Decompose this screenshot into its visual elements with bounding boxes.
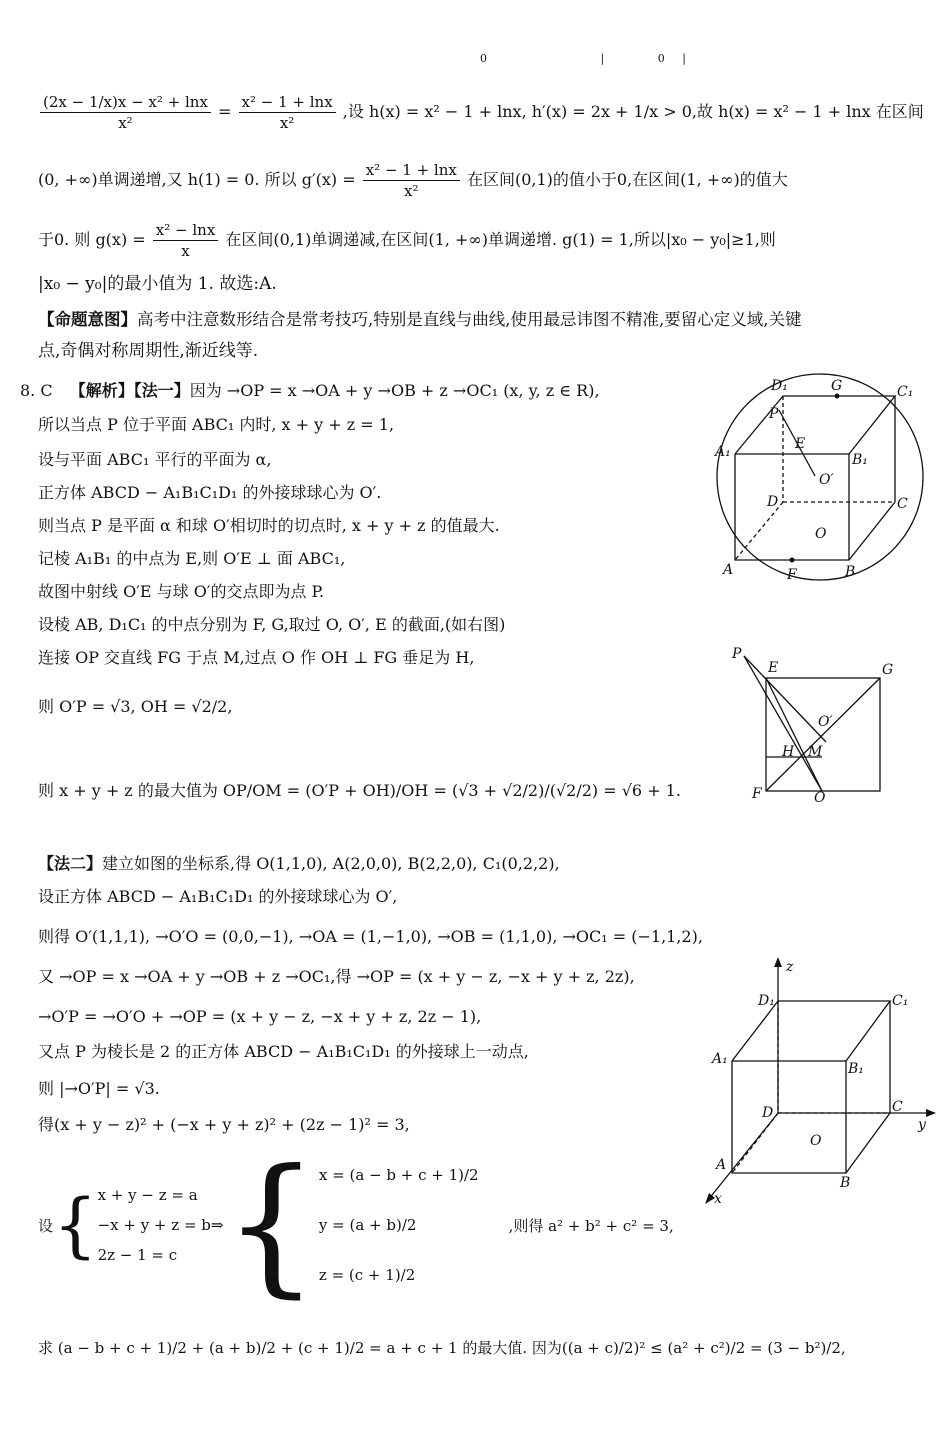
implies-symbol: ⇒: [210, 1216, 224, 1234]
label: A: [716, 1157, 727, 1173]
text-run: (0, +∞)单调递增,又 h(1) = 0. 所以 g′(x) =: [38, 170, 356, 189]
text-line-7: [20, 380, 600, 402]
fraction-denominator: x²: [279, 114, 295, 132]
fraction-denominator: x²: [404, 182, 419, 200]
equation: 2z − 1 = c: [97, 1246, 178, 1264]
text-run: 设: [38, 1216, 54, 1235]
text-line-9: 设与平面 ABC₁ 平行的平面为 α,: [38, 450, 272, 469]
text-line-18: [38, 853, 560, 875]
text-line-8: 所以当点 P 位于平面 ABC₁ 内时, x + y + z = 1,: [38, 415, 395, 434]
text-line-1: [38, 92, 924, 133]
label: B₁: [852, 452, 868, 468]
header-mark: 0: [657, 52, 665, 65]
cube-front-face: [735, 454, 849, 560]
text-line-24: 则 |→O′P| = √3.: [38, 1079, 160, 1098]
label: A: [723, 562, 734, 578]
label: D: [762, 1105, 774, 1121]
label: E: [795, 436, 806, 452]
label: F: [787, 567, 797, 583]
text-line-13: 故图中射线 O′E 与球 O′的交点即为点 P.: [38, 582, 325, 601]
label: C₁: [892, 993, 909, 1009]
fraction-numerator: x² − 1 + lnx: [239, 92, 336, 113]
cube-edge: [849, 502, 895, 560]
text-run: 因为 →OP = x →OA + y →OB + z →OC₁ (x, y, z ∈ R),: [189, 381, 600, 400]
text-run: ,设 h(x) = x² − 1 + lnx, h′(x) = 2x + 1/x > 0,故 h(x) = x² − 1 + lnx 在区间: [342, 102, 924, 121]
text-line-19: 设正方体 ABCD − A₁B₁C₁D₁ 的外接球球心为 O′,: [38, 887, 398, 906]
label: O: [814, 790, 826, 806]
text-run: 于0. 则 g(x) =: [38, 230, 146, 249]
line-f-g: [766, 678, 880, 791]
label: G: [831, 378, 843, 394]
line-p-o: [744, 656, 822, 791]
left-brace: {: [223, 1138, 319, 1312]
y-arrow-icon: [926, 1109, 936, 1117]
equation: z = (c + 1)/2: [318, 1266, 416, 1284]
header-mark: |: [682, 52, 686, 65]
text-line-21: 又 →OP = x →OA + y →OB + z →OC₁,得 →OP = (x + y − z, −x + y + z, 2z),: [38, 967, 635, 986]
fraction: [153, 220, 219, 261]
label: y: [918, 1117, 926, 1133]
section-tag: 【法二】: [38, 854, 103, 873]
section-tag: 【解析】【法一】: [69, 381, 190, 400]
label: P: [769, 406, 779, 422]
label: O′: [819, 472, 834, 488]
text-line-5: [38, 309, 801, 331]
text-line-3: [38, 220, 776, 261]
header-marks: [480, 52, 686, 65]
fraction-numerator: (2x − 1/x)x − x² + lnx: [40, 92, 211, 113]
line-e-o: [766, 678, 822, 791]
label: F: [752, 786, 762, 802]
fraction: [239, 92, 336, 133]
header-mark: |: [600, 52, 605, 65]
label: D₁: [758, 993, 775, 1009]
figure-coordinate-cube: [700, 955, 940, 1205]
label: A₁: [715, 444, 731, 460]
cube-top-edges: [732, 1001, 890, 1061]
equals: =: [218, 102, 232, 121]
cube-top-edges: [735, 396, 895, 454]
figure-cube-sphere: [705, 372, 935, 582]
equation-group: [98, 1180, 211, 1270]
cube-front-face: [732, 1061, 846, 1173]
label: C: [897, 496, 908, 512]
line-p-diag: [744, 656, 826, 742]
equation: −x + y + z = b: [97, 1216, 211, 1234]
label: D: [767, 494, 779, 510]
fraction-numerator: x² − 1 + lnx: [363, 160, 460, 181]
text-line-15: 连接 OP 交直线 FG 于点 M,过点 O 作 OH ⊥ FG 垂足为 H,: [38, 648, 475, 667]
equation: y = (a + b)/2: [318, 1216, 417, 1234]
text-run: 高考中注意数形结合是常考技巧,特别是直线与曲线,使用最忌讳图不精准,要留心定义域,关键: [137, 310, 802, 329]
text-line-14: 设棱 AB, D₁C₁ 的中点分别为 F, G,取过 O, O′, E 的截面,(如右图): [38, 615, 506, 634]
fraction-numerator: x² − lnx: [153, 220, 219, 241]
fraction: [363, 160, 460, 201]
label: G: [882, 662, 894, 678]
label: x: [714, 1191, 722, 1207]
figure-cross-section: [730, 642, 894, 807]
label: M: [808, 744, 823, 760]
section-tag: 【命题意图】: [38, 310, 137, 329]
label: z: [786, 959, 794, 975]
left-brace: {: [53, 1184, 98, 1266]
text-line-2: [38, 160, 788, 201]
text-line-16: 则 O′P = √3, OH = √2/2,: [38, 697, 233, 716]
label: B₁: [848, 1061, 864, 1077]
fraction-denominator: x²: [118, 114, 133, 132]
text-run: 在区间(0,1)单调递减,在区间(1, +∞)单调递增. g(1) = 1,所以|x₀ − y₀|≥1,则: [225, 230, 776, 249]
label: A₁: [712, 1051, 728, 1067]
label: E: [768, 660, 779, 676]
equation: x + y − z = a: [97, 1186, 198, 1204]
text-run: 在区间(0,1)的值小于0,在区间(1, +∞)的值大: [466, 170, 788, 189]
label: D₁: [771, 378, 788, 394]
fraction-denominator: x: [181, 242, 190, 260]
text-line-17: 则 x + y + z 的最大值为 OP/OM = (O′P + OH)/OH = (√3 + √2/2)/(√2/2) = √6 + 1.: [38, 781, 681, 800]
text-line-11: 则当点 P 是平面 α 和球 O′相切时的切点时, x + y + z 的值最大.: [38, 516, 500, 535]
text-run: ,则得 a² + b² + c² = 3,: [508, 1216, 674, 1235]
text-line-22: →O′P = →O′O + →OP = (x + y − z, −x + y + z, 2z − 1),: [38, 1007, 482, 1026]
label: P: [732, 646, 742, 662]
label: B: [840, 1175, 851, 1191]
equation: x = (a − b + c + 1)/2: [318, 1166, 479, 1184]
equation-group: [319, 1150, 479, 1300]
equation-system: [38, 1138, 674, 1312]
text-line-6: 点,奇偶对称周期性,渐近线等.: [38, 341, 259, 361]
label: C₁: [897, 384, 914, 400]
text-line-10: 正方体 ABCD − A₁B₁C₁D₁ 的外接球球心为 O′.: [38, 483, 382, 502]
header-mark: 0: [480, 52, 487, 65]
fraction: [40, 92, 211, 133]
z-arrow-icon: [774, 957, 782, 967]
text-line-25: 得(x + y − z)² + (−x + y + z)² + (2z − 1)² = 3,: [38, 1115, 410, 1134]
text-line-27: 求 (a − b + c + 1)/2 + (a + b)/2 + (c + 1)/2 = a + c + 1 的最大值. 因为((a + c)/2)² ≤ (a² + c²)/2 = (3 − b²)/2,: [38, 1339, 846, 1357]
cube-hidden-edge: [735, 502, 783, 560]
label: C: [892, 1099, 903, 1115]
text-line-23: 又点 P 为棱长是 2 的正方体 ABCD − A₁B₁C₁D₁ 的外接球上一动点,: [38, 1042, 529, 1061]
question-number: 8. C: [20, 381, 53, 400]
label: O: [810, 1133, 822, 1149]
text-line-4: |x₀ − y₀|的最小值为 1. 故选:A.: [38, 274, 277, 294]
point-g: [835, 394, 840, 399]
label: B: [845, 564, 856, 580]
text-run: 建立如图的坐标系,得 O(1,1,0), A(2,0,0), B(2,2,0), C₁(0,2,2),: [102, 854, 560, 873]
label: O: [815, 526, 827, 542]
cube-edge: [846, 1113, 890, 1173]
point-f: [790, 558, 795, 563]
text-line-12: 记棱 A₁B₁ 的中点为 E,则 O′E ⊥ 面 ABC₁,: [38, 549, 346, 568]
text-line-20: 则得 O′(1,1,1), →O′O = (0,0,−1), →OA = (1,−1,0), →OB = (1,1,0), →OC₁ = (−1,1,2),: [38, 927, 703, 946]
label: H: [782, 744, 795, 760]
label: O′: [818, 714, 833, 730]
